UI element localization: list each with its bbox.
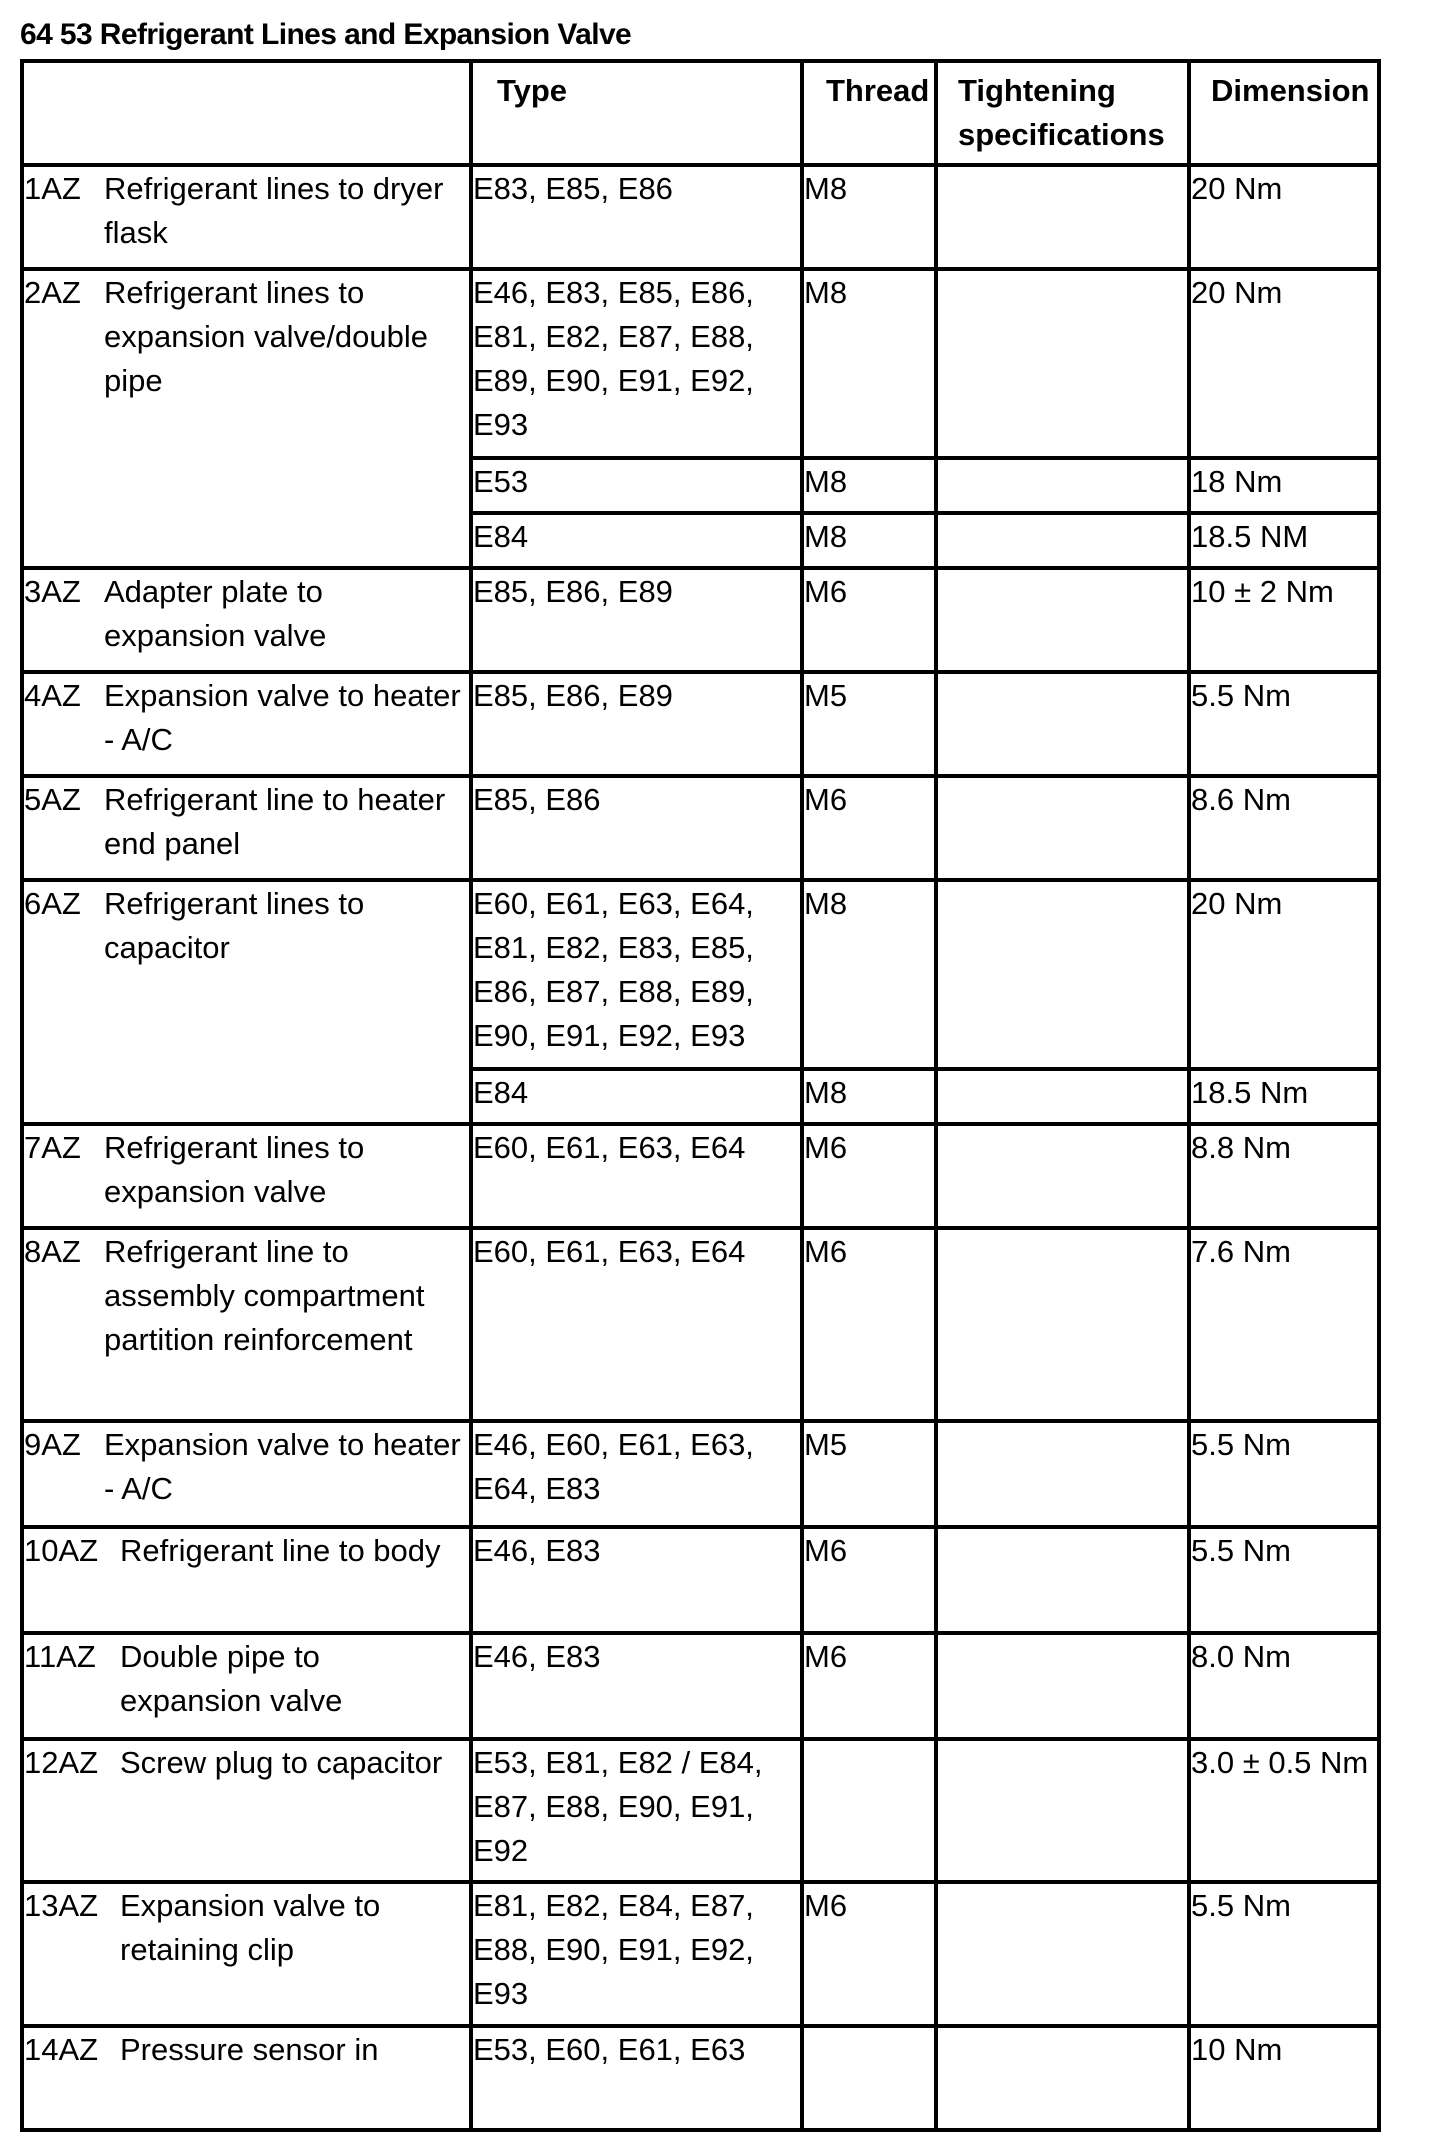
table-header-row <box>22 61 1379 165</box>
item-cell <box>22 1228 471 1421</box>
type-cell: E84 <box>471 513 802 568</box>
dimension-cell: 5.5 Nm <box>1189 672 1379 776</box>
item-cell <box>22 776 471 880</box>
tightening-cell <box>936 1069 1189 1124</box>
item-cell <box>22 1527 471 1633</box>
thread-cell: M8 <box>802 269 936 458</box>
item-code: 14AZ <box>24 2032 99 2067</box>
dimension-cell: 5.5 Nm <box>1189 1882 1379 2026</box>
document-title: 64 53 Refrigerant Lines and Expansion Valve <box>20 18 632 51</box>
table-row <box>22 776 1379 880</box>
item-description: Double pipe to expansion valve <box>120 1639 343 1718</box>
type-cell: E85, E86 <box>471 776 802 880</box>
item-cell <box>22 568 471 672</box>
item-description: Screw plug to capacitor <box>120 1745 443 1780</box>
type-cell: E53, E60, E61, E63 <box>471 2026 802 2130</box>
thread-cell: M6 <box>802 1633 936 1739</box>
item-description: Refrigerant line to body <box>120 1533 441 1568</box>
header-thread: Thread <box>802 61 936 165</box>
table-row <box>22 1739 1379 1882</box>
thread-cell: M6 <box>802 568 936 672</box>
item-code: 13AZ <box>24 1888 99 1923</box>
thread-cell <box>802 1739 936 1882</box>
dimension-cell: 8.8 Nm <box>1189 1124 1379 1228</box>
item-code: 2AZ <box>24 275 81 310</box>
thread-cell: M8 <box>802 880 936 1069</box>
header-dimension: Dimension <box>1189 61 1379 165</box>
type-cell: E46, E60, E61, E63, E64, E83 <box>471 1421 802 1527</box>
dimension-cell: 18 Nm <box>1189 458 1379 513</box>
tightening-cell <box>936 1228 1189 1421</box>
type-cell: E53 <box>471 458 802 513</box>
item-code: 8AZ <box>24 1234 81 1269</box>
tightening-cell <box>936 672 1189 776</box>
item-description: Refrigerant lines to capacitor <box>104 886 365 965</box>
thread-cell: M5 <box>802 672 936 776</box>
header-tightening-label: Tightening specifications <box>958 73 1165 152</box>
item-code: 6AZ <box>24 886 81 921</box>
item-description: Refrigerant lines to expansion valve <box>104 1130 365 1209</box>
table-row <box>22 1633 1379 1739</box>
type-cell: E53, E81, E82 / E84, E87, E88, E90, E91, E92 <box>471 1739 802 1882</box>
item-description: Refrigerant line to assembly compartment partition reinforcement <box>104 1234 425 1357</box>
header-tightening <box>936 61 1189 165</box>
table-row <box>22 269 1379 458</box>
item-code: 9AZ <box>24 1427 81 1462</box>
table-row <box>22 880 1379 1069</box>
spec-table <box>20 59 1381 2132</box>
dimension-cell: 10 ± 2 Nm <box>1189 568 1379 672</box>
tightening-cell <box>936 2026 1189 2130</box>
item-cell <box>22 1421 471 1527</box>
thread-cell: M8 <box>802 1069 936 1124</box>
item-description: Expansion valve to heater - A/C <box>104 1427 461 1506</box>
type-cell: E85, E86, E89 <box>471 672 802 776</box>
dimension-cell: 20 Nm <box>1189 165 1379 269</box>
thread-cell: M8 <box>802 165 936 269</box>
dimension-cell: 20 Nm <box>1189 269 1379 458</box>
thread-cell: M6 <box>802 776 936 880</box>
item-cell <box>22 1739 471 1882</box>
thread-cell: M6 <box>802 1124 936 1228</box>
thread-cell: M6 <box>802 1882 936 2026</box>
table-body <box>22 165 1379 2130</box>
item-cell <box>22 880 471 1124</box>
item-description: Expansion valve to heater - A/C <box>104 678 461 757</box>
tightening-cell <box>936 1882 1189 2026</box>
tightening-cell <box>936 1124 1189 1228</box>
thread-cell: M8 <box>802 513 936 568</box>
type-cell: E85, E86, E89 <box>471 568 802 672</box>
dimension-cell: 5.5 Nm <box>1189 1527 1379 1633</box>
item-code: 12AZ <box>24 1745 99 1780</box>
type-cell: E60, E61, E63, E64, E81, E82, E83, E85, E86, E87, E88, E89, E90, E91, E92, E93 <box>471 880 802 1069</box>
item-cell <box>22 165 471 269</box>
header-type: Type <box>471 61 802 165</box>
item-cell <box>22 1633 471 1739</box>
dimension-cell: 8.0 Nm <box>1189 1633 1379 1739</box>
item-cell <box>22 1124 471 1228</box>
dimension-cell: 7.6 Nm <box>1189 1228 1379 1421</box>
table-row <box>22 568 1379 672</box>
item-description: Refrigerant lines to dryer flask <box>104 171 444 250</box>
type-cell: E46, E83, E85, E86, E81, E82, E87, E88, E89, E90, E91, E92, E93 <box>471 269 802 458</box>
item-cell <box>22 672 471 776</box>
dimension-cell: 10 Nm <box>1189 2026 1379 2130</box>
item-code: 10AZ <box>24 1533 99 1568</box>
item-cell <box>22 2026 471 2130</box>
item-description: Refrigerant line to heater end panel <box>104 782 446 861</box>
type-cell: E46, E83 <box>471 1633 802 1739</box>
dimension-cell: 20 Nm <box>1189 880 1379 1069</box>
item-code: 7AZ <box>24 1130 81 1165</box>
item-description: Expansion valve to retaining clip <box>120 1888 381 1967</box>
table-row <box>22 672 1379 776</box>
dimension-cell: 3.0 ± 0.5 Nm <box>1189 1739 1379 1882</box>
tightening-cell <box>936 1633 1189 1739</box>
dimension-cell: 5.5 Nm <box>1189 1421 1379 1527</box>
type-cell: E60, E61, E63, E64 <box>471 1124 802 1228</box>
item-cell <box>22 1882 471 2026</box>
item-code: 5AZ <box>24 782 81 817</box>
dimension-cell: 8.6 Nm <box>1189 776 1379 880</box>
thread-cell: M5 <box>802 1421 936 1527</box>
table-row <box>22 1421 1379 1527</box>
table-row <box>22 1228 1379 1421</box>
table-row <box>22 1882 1379 2026</box>
header-item <box>22 61 471 165</box>
item-description: Refrigerant lines to expansion valve/double pipe <box>104 275 429 398</box>
type-cell: E84 <box>471 1069 802 1124</box>
dimension-cell: 18.5 Nm <box>1189 1069 1379 1124</box>
tightening-cell <box>936 1421 1189 1527</box>
table-row <box>22 2026 1379 2130</box>
tightening-cell <box>936 568 1189 672</box>
tightening-cell <box>936 458 1189 513</box>
table-row <box>22 165 1379 269</box>
item-code: 4AZ <box>24 678 81 713</box>
tightening-cell <box>936 1527 1189 1633</box>
tightening-cell <box>936 513 1189 568</box>
tightening-cell <box>936 165 1189 269</box>
thread-cell: M6 <box>802 1228 936 1421</box>
item-code: 1AZ <box>24 171 81 206</box>
table-row <box>22 1527 1379 1633</box>
item-cell <box>22 269 471 568</box>
thread-cell: M6 <box>802 1527 936 1633</box>
table-row <box>22 1124 1379 1228</box>
dimension-cell: 18.5 NM <box>1189 513 1379 568</box>
item-code: 3AZ <box>24 574 81 609</box>
type-cell: E46, E83 <box>471 1527 802 1633</box>
tightening-cell <box>936 269 1189 458</box>
item-code: 11AZ <box>24 1639 96 1674</box>
tightening-cell <box>936 880 1189 1069</box>
thread-cell <box>802 2026 936 2130</box>
tightening-cell <box>936 776 1189 880</box>
type-cell: E60, E61, E63, E64 <box>471 1228 802 1421</box>
item-description: Pressure sensor in <box>120 2032 379 2067</box>
thread-cell: M8 <box>802 458 936 513</box>
tightening-cell <box>936 1739 1189 1882</box>
item-description: Adapter plate to expansion valve <box>104 574 327 653</box>
type-cell: E83, E85, E86 <box>471 165 802 269</box>
type-cell: E81, E82, E84, E87, E88, E90, E91, E92, E93 <box>471 1882 802 2026</box>
